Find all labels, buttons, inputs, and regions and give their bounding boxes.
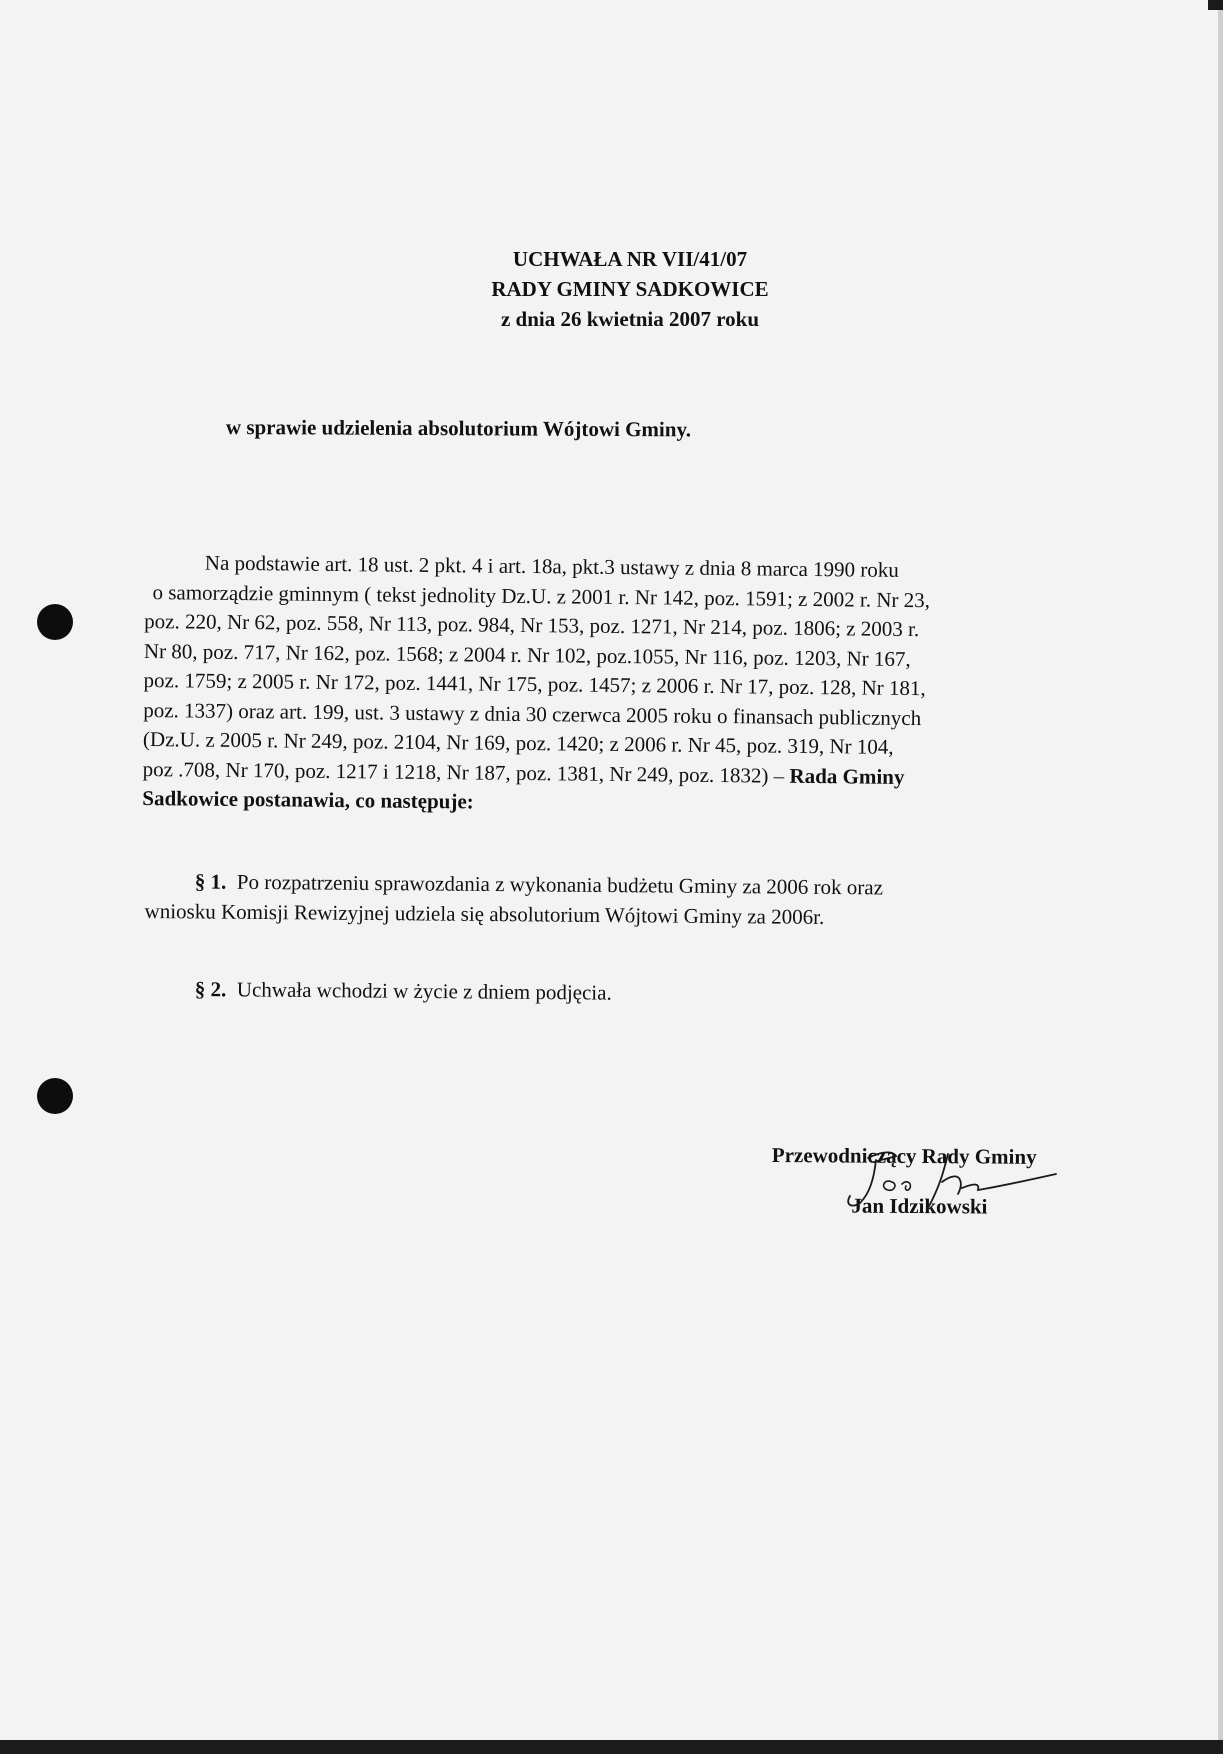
legal-basis-line: (Dz.U. z 2005 r. Nr 249, poz. 2104, Nr 169, poz. 1420; z 2006 r. Nr 45, poz. 319, Nr 104, (142, 726, 894, 759)
resolution-date: z dnia 26 kwietnia 2007 roku (500, 307, 760, 331)
paragraph-1-line: wniosku Komisji Rewizyjnej udziela się absolutorium Wójtowi Gminy za 2006r. (144, 898, 825, 929)
legal-basis-line: Na podstawie art. 18 ust. 2 pkt. 4 i art. 18a, pkt.3 ustawy z dnia 8 marca 1990 roku (204, 550, 899, 582)
legal-basis-line: o samorządzie gminnym ( tekst jednolity Dz.U. z 2001 r. Nr 142, poz. 1591; z 2002 r. Nr 23, (152, 579, 931, 612)
legal-basis-line: poz. 1337) oraz art. 199, ust. 3 ustawy z dnia 30 czerwca 2005 roku o finansach publicznych (143, 697, 922, 730)
paragraph-text: Po rozpatrzeniu sprawozdania z wykonania budżetu Gminy za 2006 rok oraz (236, 869, 884, 900)
legal-basis-line: Nr 80, poz. 717, Nr 162, poz. 1568; z 2004 r. Nr 102, poz.1055, Nr 116, poz. 1203, Nr 167, (143, 638, 911, 671)
resolution-heading (380, 244, 880, 334)
signatory-role: Przewodniczący Rady Gminy (771, 1142, 1037, 1169)
paragraph-2 (195, 974, 612, 1008)
handwritten-signature (830, 1148, 1070, 1228)
paragraph-number: § 2. (194, 976, 227, 1002)
scan-border (0, 1740, 1223, 1754)
paragraph-number: § 1. (194, 869, 227, 894)
legal-basis (142, 548, 1095, 823)
page-corner (1208, 0, 1223, 10)
legal-basis-text: poz .708, Nr 170, poz. 1217 i 1218, Nr 187, poz. 1381, Nr 249, poz. 1832) – (142, 756, 790, 788)
signatory-name: Jan Idzikowski (851, 1193, 988, 1219)
punch-hole-top (37, 604, 73, 640)
legal-basis-line: poz. 220, Nr 62, poz. 558, Nr 113, poz. 984, Nr 153, poz. 1271, Nr 214, poz. 1806; z 2003 r. (144, 608, 920, 642)
page-edge (1218, 0, 1223, 1754)
council-decision: Sadkowice postanawia, co następuje: (142, 785, 474, 814)
council-name: RADY GMINY SADKOWICE (491, 277, 769, 301)
resolution-number: UCHWAŁA NR VII/41/07 (512, 247, 748, 271)
punch-hole-bottom (37, 1078, 73, 1114)
paragraph-text: Uchwała wchodzi w życie z dniem podjęcia. (236, 977, 612, 1005)
council-decision-lead: Rada Gminy (789, 763, 905, 789)
paragraph-1 (144, 866, 883, 932)
legal-basis-line: poz. 1759; z 2005 r. Nr 172, poz. 1441, Nr 175, poz. 1457; z 2006 r. Nr 17, poz. 128, Nr 181, (143, 667, 926, 701)
resolution-subject: w sprawie udzielenia absolutorium Wójtowi Gminy. (225, 415, 692, 442)
